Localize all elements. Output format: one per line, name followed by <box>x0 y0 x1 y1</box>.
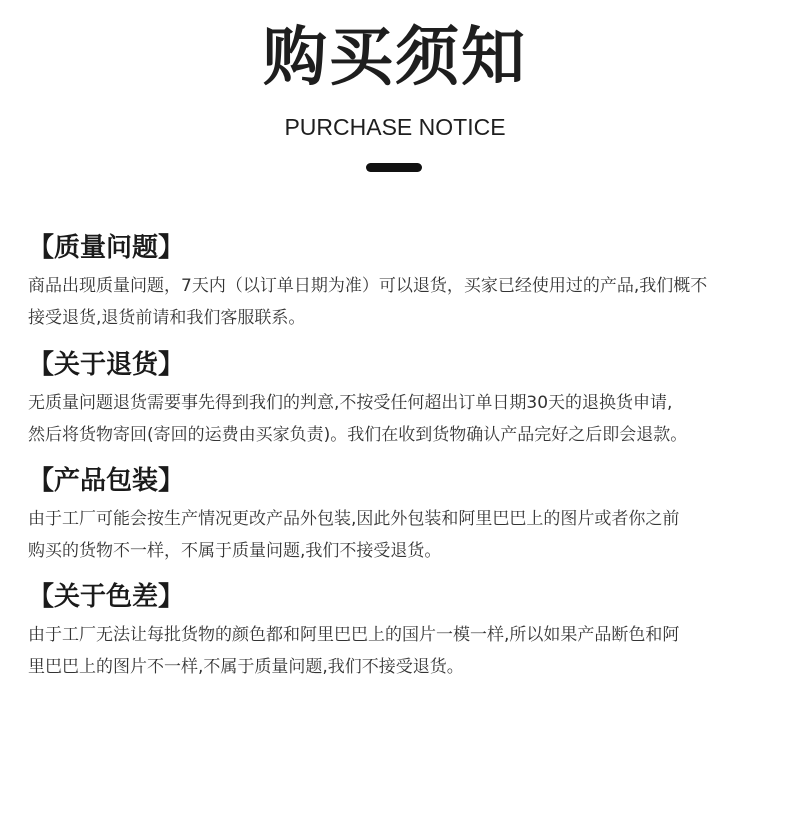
section-body-line: 由于工厂无法让每批货物的颜色都和阿里巴巴上的国片一模一样,所以如果产品断色和阿 <box>28 625 680 645</box>
section-color-difference <box>28 580 768 683</box>
section-body-line: 由于工厂可能会按生产情况更改产品外包装,因此外包装和阿里巴巴上的图片或者你之前 <box>28 509 680 529</box>
section-body-line: 无质量问题退货需要事先得到我们的判意,不按受任何超出订单日期30天的退换货申请, <box>28 393 673 413</box>
section-body <box>28 270 768 334</box>
section-body-line: 然后将货物寄回(寄回的运费由买家负责)。我们在收到货物确认产品完好之后即会退款。 <box>28 425 688 445</box>
section-body-line: 里巴巴上的图片不一样,不属于质量问题,我们不接受退货。 <box>28 657 464 677</box>
section-heading: 【产品包装】 <box>28 466 185 496</box>
section-body-line: 接受退货,退货前请和我们客服联系。 <box>28 308 306 328</box>
section-body <box>28 619 768 683</box>
page-subtitle: PURCHASE NOTICE <box>284 114 506 140</box>
section-body-line: 购买的货物不一样，不属于质量问题,我们不接受退货。 <box>28 541 442 561</box>
section-heading: 【质量问题】 <box>28 233 185 263</box>
section-body-line: 商品出现质量问题，7天内（以订单日期为准）可以退货，买家已经使用过的产品,我们概不 <box>28 276 708 296</box>
section-body <box>28 503 768 567</box>
section-about-returns <box>28 348 768 451</box>
section-product-packaging <box>28 464 768 567</box>
title-divider <box>366 163 422 172</box>
page-title: 购买须知 <box>263 21 527 95</box>
section-body <box>28 387 768 451</box>
section-quality-issue <box>28 231 768 334</box>
section-heading: 【关于色差】 <box>28 582 185 612</box>
section-heading: 【关于退货】 <box>28 350 185 380</box>
